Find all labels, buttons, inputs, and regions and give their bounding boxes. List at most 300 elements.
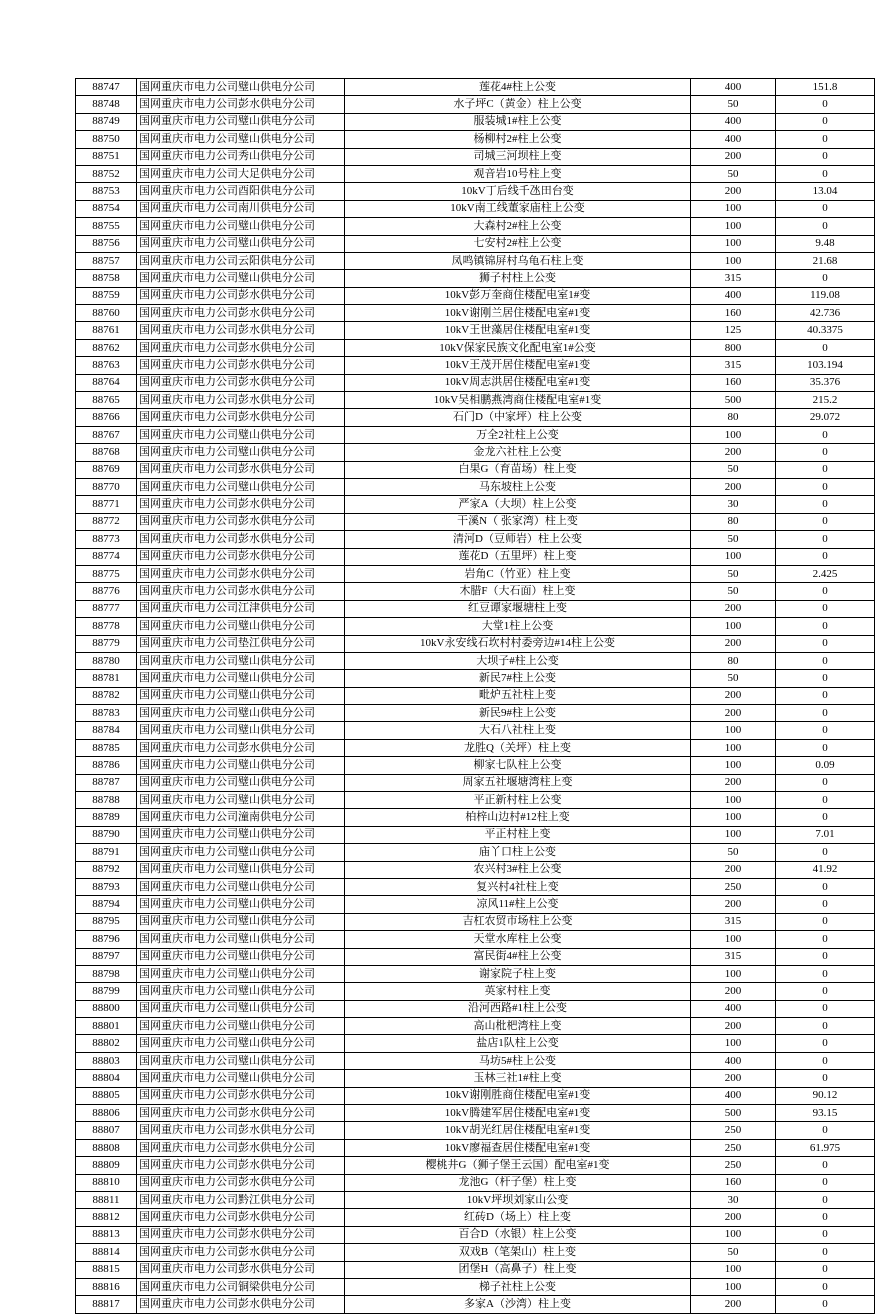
cell-name: 高山枇杷湾柱上变: [345, 1018, 691, 1035]
table-row: [76, 131, 875, 148]
cell-id: 88800: [76, 1000, 137, 1017]
cell-name: 农兴村3#柱上公变: [345, 861, 691, 878]
cell-id: 88757: [76, 252, 137, 269]
cell-id: 88803: [76, 1052, 137, 1069]
table-row: [76, 705, 875, 722]
cell-value: 61.975: [776, 1139, 875, 1156]
cell-name: 百合D（水银）柱上公变: [345, 1226, 691, 1243]
cell-id: 88806: [76, 1105, 137, 1122]
table-row: [76, 600, 875, 617]
cell-id: 88790: [76, 826, 137, 843]
table-row: [76, 287, 875, 304]
cell-name: 岩角C（竹亚）柱上变: [345, 565, 691, 582]
cell-capacity: 200: [691, 774, 776, 791]
cell-name: 10kV谢刚胜商住楼配电室#1变: [345, 1087, 691, 1104]
cell-name: 红砖D（场上）柱上变: [345, 1209, 691, 1226]
cell-id: 88815: [76, 1261, 137, 1278]
cell-name: 盐店1队柱上公变: [345, 1035, 691, 1052]
cell-value: 0: [776, 1209, 875, 1226]
table-row: [76, 200, 875, 217]
cell-value: 0: [776, 809, 875, 826]
table-row: [76, 1244, 875, 1261]
cell-id: 88781: [76, 670, 137, 687]
cell-name: 10kV彭万奎商住楼配电室1#变: [345, 287, 691, 304]
cell-id: 88774: [76, 548, 137, 565]
cell-id: 88764: [76, 374, 137, 391]
cell-name: 富民街4#柱上公变: [345, 948, 691, 965]
cell-value: 103.194: [776, 357, 875, 374]
cell-org: 国网重庆市电力公司彭水供电分公司: [137, 1105, 345, 1122]
cell-name: 10kV丁后线千氹田台变: [345, 183, 691, 200]
table-row: [76, 1174, 875, 1191]
cell-capacity: 200: [691, 687, 776, 704]
table-row: [76, 339, 875, 356]
cell-id: 88810: [76, 1174, 137, 1191]
cell-id: 88758: [76, 270, 137, 287]
cell-value: 0: [776, 148, 875, 165]
cell-org: 国网重庆市电力公司彭水供电分公司: [137, 322, 345, 339]
cell-org: 国网重庆市电力公司璧山供电分公司: [137, 948, 345, 965]
cell-org: 国网重庆市电力公司璧山供电分公司: [137, 1070, 345, 1087]
cell-name: 金龙六社柱上公变: [345, 444, 691, 461]
cell-org: 国网重庆市电力公司璧山供电分公司: [137, 774, 345, 791]
cell-id: 88749: [76, 113, 137, 130]
cell-id: 88801: [76, 1018, 137, 1035]
table-row: [76, 148, 875, 165]
cell-capacity: 200: [691, 1296, 776, 1313]
cell-org: 国网重庆市电力公司璧山供电分公司: [137, 844, 345, 861]
cell-capacity: 200: [691, 183, 776, 200]
cell-id: 88747: [76, 79, 137, 96]
table-row: [76, 461, 875, 478]
cell-name: 10kV永安线石坎村村委旁边#14柱上公变: [345, 635, 691, 652]
cell-org: 国网重庆市电力公司璧山供电分公司: [137, 1018, 345, 1035]
cell-id: 88751: [76, 148, 137, 165]
cell-value: 0: [776, 131, 875, 148]
cell-org: 国网重庆市电力公司彭水供电分公司: [137, 357, 345, 374]
cell-org: 国网重庆市电力公司南川供电分公司: [137, 200, 345, 217]
cell-value: 0: [776, 1070, 875, 1087]
cell-id: 88808: [76, 1139, 137, 1156]
cell-org: 国网重庆市电力公司璧山供电分公司: [137, 218, 345, 235]
cell-org: 国网重庆市电力公司璧山供电分公司: [137, 1000, 345, 1017]
cell-capacity: 200: [691, 1070, 776, 1087]
cell-name: 平正村柱上变: [345, 826, 691, 843]
cell-value: 0: [776, 113, 875, 130]
cell-org: 国网重庆市电力公司璧山供电分公司: [137, 1052, 345, 1069]
cell-value: 0: [776, 948, 875, 965]
cell-org: 国网重庆市电力公司彭水供电分公司: [137, 1296, 345, 1313]
table-row: [76, 409, 875, 426]
cell-id: 88755: [76, 218, 137, 235]
cell-name: 10kV周志洪居住楼配电室#1变: [345, 374, 691, 391]
table-row: [76, 478, 875, 495]
table-row: [76, 357, 875, 374]
table-row: [76, 826, 875, 843]
cell-capacity: 50: [691, 844, 776, 861]
cell-org: 国网重庆市电力公司璧山供电分公司: [137, 478, 345, 495]
cell-id: 88788: [76, 792, 137, 809]
cell-id: 88767: [76, 426, 137, 443]
cell-org: 国网重庆市电力公司璧山供电分公司: [137, 913, 345, 930]
cell-name: 10kV胡光红居住楼配电室#1变: [345, 1122, 691, 1139]
cell-org: 国网重庆市电力公司彭水供电分公司: [137, 565, 345, 582]
cell-id: 88787: [76, 774, 137, 791]
cell-id: 88817: [76, 1296, 137, 1313]
cell-id: 88770: [76, 478, 137, 495]
cell-org: 国网重庆市电力公司彭水供电分公司: [137, 1209, 345, 1226]
cell-value: 0: [776, 426, 875, 443]
cell-capacity: 200: [691, 896, 776, 913]
cell-value: 0: [776, 1052, 875, 1069]
table-row: [76, 392, 875, 409]
cell-org: 国网重庆市电力公司璧山供电分公司: [137, 444, 345, 461]
cell-org: 国网重庆市电力公司彭水供电分公司: [137, 739, 345, 756]
table-row: [76, 1105, 875, 1122]
cell-org: 国网重庆市电力公司彭水供电分公司: [137, 409, 345, 426]
cell-name: 谢家院子柱上变: [345, 965, 691, 982]
cell-value: 0: [776, 1122, 875, 1139]
cell-value: 0: [776, 200, 875, 217]
cell-id: 88750: [76, 131, 137, 148]
cell-name: 10kV廖福查居住楼配电室#1变: [345, 1139, 691, 1156]
cell-org: 国网重庆市电力公司彭水供电分公司: [137, 1226, 345, 1243]
table-row: [76, 218, 875, 235]
cell-value: 0: [776, 739, 875, 756]
cell-id: 88802: [76, 1035, 137, 1052]
cell-value: 0: [776, 1244, 875, 1261]
cell-id: 88771: [76, 496, 137, 513]
table-row: [76, 757, 875, 774]
cell-org: 国网重庆市电力公司璧山供电分公司: [137, 896, 345, 913]
table-row: [76, 322, 875, 339]
cell-value: 215.2: [776, 392, 875, 409]
cell-org: 国网重庆市电力公司璧山供电分公司: [137, 722, 345, 739]
cell-id: 88799: [76, 983, 137, 1000]
table-row: [76, 670, 875, 687]
cell-capacity: 200: [691, 1018, 776, 1035]
cell-value: 13.04: [776, 183, 875, 200]
cell-value: 35.376: [776, 374, 875, 391]
cell-name: 大坝子#柱上公变: [345, 652, 691, 669]
table-row: [76, 113, 875, 130]
cell-name: 马坊5#柱上公变: [345, 1052, 691, 1069]
cell-capacity: 100: [691, 792, 776, 809]
cell-value: 0: [776, 1174, 875, 1191]
cell-capacity: 160: [691, 1174, 776, 1191]
cell-name: 英家村柱上变: [345, 983, 691, 1000]
cell-org: 国网重庆市电力公司彭水供电分公司: [137, 1087, 345, 1104]
table-row: [76, 913, 875, 930]
cell-capacity: 100: [691, 826, 776, 843]
table-row: [76, 444, 875, 461]
cell-name: 吉杠农贸市场柱上公变: [345, 913, 691, 930]
cell-name: 樱桃井G（狮子堡王云国）配电室#1变: [345, 1157, 691, 1174]
cell-name: 莲花4#柱上公变: [345, 79, 691, 96]
cell-id: 88769: [76, 461, 137, 478]
cell-capacity: 400: [691, 79, 776, 96]
cell-org: 国网重庆市电力公司璧山供电分公司: [137, 965, 345, 982]
cell-org: 国网重庆市电力公司彭水供电分公司: [137, 374, 345, 391]
cell-name: 万全2社柱上公变: [345, 426, 691, 443]
table-row: [76, 861, 875, 878]
cell-name: 凤鸣镇锦屏村乌龟石柱上变: [345, 252, 691, 269]
cell-capacity: 80: [691, 652, 776, 669]
table-row: [76, 1052, 875, 1069]
cell-name: 团堡H（高鼻子）柱上变: [345, 1261, 691, 1278]
cell-capacity: 200: [691, 444, 776, 461]
table-row: [76, 1087, 875, 1104]
table-row: [76, 1261, 875, 1278]
cell-capacity: 500: [691, 1105, 776, 1122]
table-row: [76, 965, 875, 982]
cell-value: 0: [776, 270, 875, 287]
cell-value: 119.08: [776, 287, 875, 304]
cell-value: 21.68: [776, 252, 875, 269]
cell-name: 10kV王世藻居住楼配电室#1变: [345, 322, 691, 339]
cell-value: 0: [776, 878, 875, 895]
cell-org: 国网重庆市电力公司大足供电分公司: [137, 165, 345, 182]
table-row: [76, 513, 875, 530]
cell-value: 0: [776, 1000, 875, 1017]
cell-name: 10kV坪坝刘家山公变: [345, 1192, 691, 1209]
cell-value: 0: [776, 1157, 875, 1174]
cell-name: 服装城1#柱上公变: [345, 113, 691, 130]
cell-capacity: 80: [691, 513, 776, 530]
cell-value: 93.15: [776, 1105, 875, 1122]
cell-id: 88752: [76, 165, 137, 182]
cell-value: 0: [776, 583, 875, 600]
cell-id: 88789: [76, 809, 137, 826]
table-row: [76, 844, 875, 861]
cell-org: 国网重庆市电力公司彭水供电分公司: [137, 1122, 345, 1139]
cell-capacity: 50: [691, 461, 776, 478]
cell-value: 29.072: [776, 409, 875, 426]
cell-name: 观音岩10号柱上变: [345, 165, 691, 182]
cell-value: 0: [776, 531, 875, 548]
cell-value: 41.92: [776, 861, 875, 878]
cell-capacity: 100: [691, 252, 776, 269]
cell-org: 国网重庆市电力公司彭水供电分公司: [137, 392, 345, 409]
cell-name: 清河D（豆师岩）柱上公变: [345, 531, 691, 548]
cell-value: 151.8: [776, 79, 875, 96]
cell-capacity: 160: [691, 305, 776, 322]
cell-capacity: 200: [691, 635, 776, 652]
table-row: [76, 739, 875, 756]
cell-capacity: 100: [691, 722, 776, 739]
table-row: [76, 1192, 875, 1209]
cell-org: 国网重庆市电力公司彭水供电分公司: [137, 1157, 345, 1174]
cell-id: 88812: [76, 1209, 137, 1226]
cell-id: 88814: [76, 1244, 137, 1261]
cell-value: 0: [776, 1018, 875, 1035]
cell-capacity: 160: [691, 374, 776, 391]
cell-id: 88797: [76, 948, 137, 965]
cell-id: 88772: [76, 513, 137, 530]
cell-id: 88780: [76, 652, 137, 669]
cell-name: 干溪N（ 张家湾）柱上变: [345, 513, 691, 530]
cell-value: 0: [776, 548, 875, 565]
cell-name: 木腊F（大石面）柱上变: [345, 583, 691, 600]
cell-org: 国网重庆市电力公司彭水供电分公司: [137, 287, 345, 304]
cell-name: 柏梓山边村#12柱上变: [345, 809, 691, 826]
cell-name: 10kV保家民族文化配电室1#公变: [345, 339, 691, 356]
table-row: [76, 1122, 875, 1139]
cell-capacity: 50: [691, 565, 776, 582]
cell-capacity: 50: [691, 96, 776, 113]
cell-value: 0: [776, 496, 875, 513]
table-row: [76, 809, 875, 826]
cell-name: 平正新村柱上公变: [345, 792, 691, 809]
cell-capacity: 250: [691, 1139, 776, 1156]
cell-capacity: 315: [691, 357, 776, 374]
cell-org: 国网重庆市电力公司璧山供电分公司: [137, 931, 345, 948]
table-row: [76, 896, 875, 913]
table-row: [76, 774, 875, 791]
cell-capacity: 50: [691, 531, 776, 548]
cell-name: 龙池G（杆子堡）柱上变: [345, 1174, 691, 1191]
cell-capacity: 400: [691, 131, 776, 148]
distribution-transformer-table: [75, 78, 875, 1314]
cell-id: 88811: [76, 1192, 137, 1209]
cell-org: 国网重庆市电力公司彭水供电分公司: [137, 496, 345, 513]
table-row: [76, 252, 875, 269]
cell-capacity: 80: [691, 409, 776, 426]
cell-value: 0: [776, 513, 875, 530]
cell-capacity: 315: [691, 270, 776, 287]
cell-id: 88791: [76, 844, 137, 861]
cell-value: 0: [776, 792, 875, 809]
cell-capacity: 100: [691, 1035, 776, 1052]
cell-capacity: 315: [691, 913, 776, 930]
cell-value: 0: [776, 339, 875, 356]
cell-value: 0: [776, 1296, 875, 1313]
cell-id: 88760: [76, 305, 137, 322]
table-row: [76, 565, 875, 582]
cell-org: 国网重庆市电力公司铜梁供电分公司: [137, 1278, 345, 1295]
cell-name: 新民7#柱上公变: [345, 670, 691, 687]
cell-id: 88795: [76, 913, 137, 930]
cell-name: 天堂水库柱上公变: [345, 931, 691, 948]
cell-capacity: 100: [691, 1226, 776, 1243]
cell-org: 国网重庆市电力公司云阳供电分公司: [137, 252, 345, 269]
cell-name: 周家五社堰塘湾柱上变: [345, 774, 691, 791]
table-row: [76, 96, 875, 113]
cell-id: 88748: [76, 96, 137, 113]
cell-capacity: 100: [691, 739, 776, 756]
cell-org: 国网重庆市电力公司璧山供电分公司: [137, 79, 345, 96]
cell-value: 0: [776, 218, 875, 235]
cell-org: 国网重庆市电力公司彭水供电分公司: [137, 96, 345, 113]
cell-org: 国网重庆市电力公司彭水供电分公司: [137, 339, 345, 356]
cell-id: 88776: [76, 583, 137, 600]
cell-id: 88796: [76, 931, 137, 948]
cell-org: 国网重庆市电力公司璧山供电分公司: [137, 113, 345, 130]
cell-id: 88786: [76, 757, 137, 774]
cell-org: 国网重庆市电力公司潼南供电分公司: [137, 809, 345, 826]
cell-value: 0: [776, 96, 875, 113]
cell-capacity: 400: [691, 113, 776, 130]
cell-org: 国网重庆市电力公司璧山供电分公司: [137, 705, 345, 722]
cell-capacity: 200: [691, 478, 776, 495]
cell-org: 国网重庆市电力公司璧山供电分公司: [137, 235, 345, 252]
cell-id: 88798: [76, 965, 137, 982]
cell-value: 0: [776, 931, 875, 948]
cell-id: 88794: [76, 896, 137, 913]
cell-value: 0: [776, 444, 875, 461]
cell-id: 88775: [76, 565, 137, 582]
cell-org: 国网重庆市电力公司璧山供电分公司: [137, 757, 345, 774]
cell-capacity: 100: [691, 618, 776, 635]
cell-capacity: 400: [691, 1052, 776, 1069]
cell-name: 庙丫口柱上公变: [345, 844, 691, 861]
cell-org: 国网重庆市电力公司璧山供电分公司: [137, 983, 345, 1000]
cell-name: 10kV谢刚兰居住楼配电室#1变: [345, 305, 691, 322]
cell-value: 0: [776, 844, 875, 861]
cell-id: 88761: [76, 322, 137, 339]
cell-value: 0: [776, 652, 875, 669]
cell-value: 40.3375: [776, 322, 875, 339]
cell-org: 国网重庆市电力公司秀山供电分公司: [137, 148, 345, 165]
cell-capacity: 50: [691, 1244, 776, 1261]
cell-id: 88765: [76, 392, 137, 409]
cell-name: 玉林三社1#柱上变: [345, 1070, 691, 1087]
cell-name: 多家A（沙湾）柱上变: [345, 1296, 691, 1313]
table-row: [76, 635, 875, 652]
table-row: [76, 496, 875, 513]
cell-name: 柳家七队柱上公变: [345, 757, 691, 774]
cell-id: 88756: [76, 235, 137, 252]
cell-id: 88768: [76, 444, 137, 461]
cell-org: 国网重庆市电力公司璧山供电分公司: [137, 792, 345, 809]
table-row: [76, 722, 875, 739]
cell-name: 10kV吴相鹏燕湾商住楼配电室#1变: [345, 392, 691, 409]
cell-value: 0: [776, 478, 875, 495]
cell-value: 0: [776, 1278, 875, 1295]
cell-value: 2.425: [776, 565, 875, 582]
cell-value: 0: [776, 687, 875, 704]
table-row: [76, 1139, 875, 1156]
table-row: [76, 1035, 875, 1052]
cell-capacity: 125: [691, 322, 776, 339]
table-row: [76, 305, 875, 322]
cell-capacity: 400: [691, 287, 776, 304]
cell-org: 国网重庆市电力公司璧山供电分公司: [137, 826, 345, 843]
cell-name: 大堂1柱上公变: [345, 618, 691, 635]
cell-value: 0: [776, 722, 875, 739]
cell-name: 莲花D（五里坪）柱上变: [345, 548, 691, 565]
cell-name: 狮子村柱上公变: [345, 270, 691, 287]
cell-org: 国网重庆市电力公司彭水供电分公司: [137, 1139, 345, 1156]
cell-name: 杨柳村2#柱上公变: [345, 131, 691, 148]
cell-id: 88779: [76, 635, 137, 652]
cell-name: 大森村2#柱上公变: [345, 218, 691, 235]
table-row: [76, 235, 875, 252]
cell-org: 国网重庆市电力公司彭水供电分公司: [137, 461, 345, 478]
cell-id: 88782: [76, 687, 137, 704]
table-row: [76, 1157, 875, 1174]
cell-capacity: 100: [691, 548, 776, 565]
cell-org: 国网重庆市电力公司彭水供电分公司: [137, 548, 345, 565]
cell-value: 7.01: [776, 826, 875, 843]
cell-capacity: 200: [691, 983, 776, 1000]
cell-capacity: 100: [691, 1278, 776, 1295]
cell-capacity: 500: [691, 392, 776, 409]
table-row: [76, 1018, 875, 1035]
cell-id: 88753: [76, 183, 137, 200]
cell-name: 10kV南工线董家庙柱上公变: [345, 200, 691, 217]
cell-value: 0: [776, 1192, 875, 1209]
